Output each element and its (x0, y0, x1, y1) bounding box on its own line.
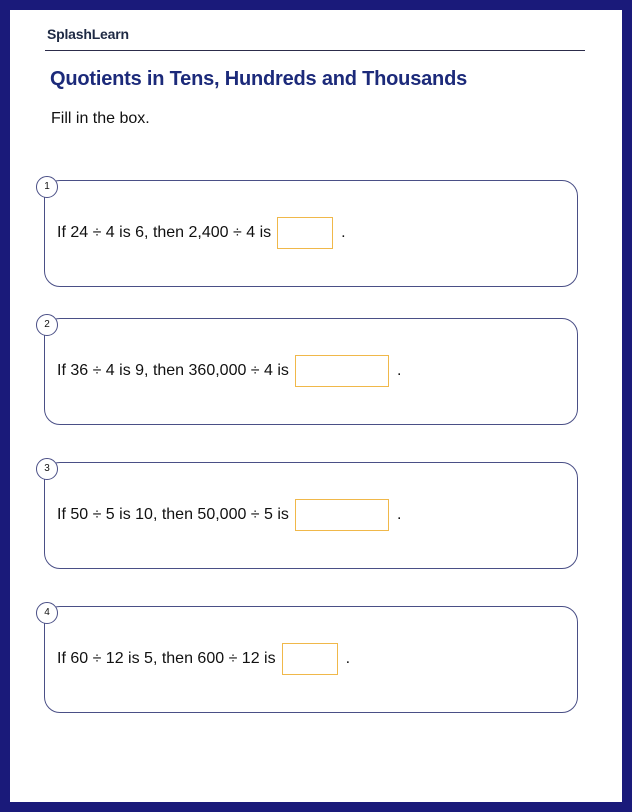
period: . (341, 224, 346, 241)
instruction-text: Fill in the box. (51, 110, 150, 127)
question-text: If 50 ÷ 5 is 10, then 50,000 ÷ 5 is (57, 506, 289, 523)
question-card-2 (44, 318, 578, 425)
question-line (57, 643, 350, 675)
question-number-badge: 3 (36, 458, 58, 480)
header-divider (45, 50, 585, 51)
question-line (57, 499, 401, 531)
question-line (57, 217, 346, 249)
answer-box[interactable] (295, 499, 389, 531)
question-text: If 60 ÷ 12 is 5, then 600 ÷ 12 is (57, 650, 276, 667)
question-text: If 24 ÷ 4 is 6, then 2,400 ÷ 4 is (57, 224, 272, 241)
period: . (396, 506, 402, 523)
question-card-4 (44, 606, 578, 713)
worksheet-page (10, 10, 622, 802)
period: . (345, 650, 351, 667)
question-number-badge: 2 (36, 314, 58, 336)
question-line (57, 355, 401, 387)
answer-box[interactable] (277, 217, 333, 249)
question-text: If 36 ÷ 4 is 9, then 360,000 ÷ 4 is (57, 362, 289, 379)
answer-box[interactable] (295, 355, 389, 387)
question-card-3 (44, 462, 578, 569)
question-number-badge: 4 (36, 602, 58, 624)
question-card-1 (44, 180, 578, 287)
question-number-badge: 1 (36, 176, 58, 198)
worksheet-title: Quotients in Tens, Hundreds and Thousands (50, 68, 468, 90)
period: . (396, 362, 402, 379)
answer-box[interactable] (282, 643, 338, 675)
brand-logo: SplashLearn (47, 26, 129, 42)
